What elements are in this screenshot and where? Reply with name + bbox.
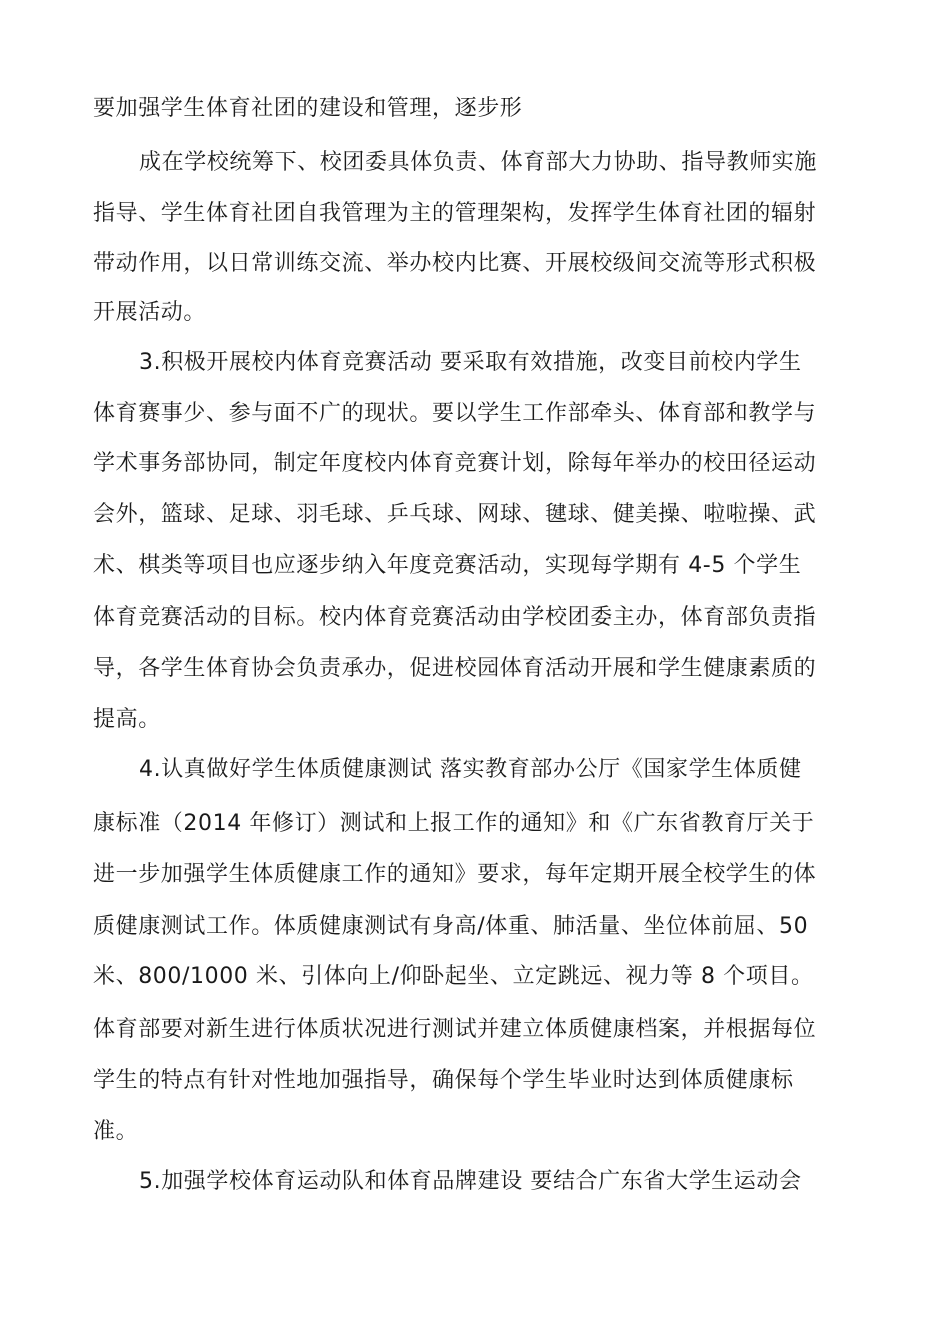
text-line: 会外，篮球、足球、羽毛球、乒乓球、网球、毽球、健美操、啦啦操、武: [93, 502, 817, 527]
text-line: 提高。: [93, 707, 161, 732]
text-line: 3.积极开展校内体育竞赛活动 要采取有效措施，改变目前校内学生: [139, 350, 802, 375]
text-line: 成在学校统筹下、校团委具体负责、体育部大力协助、指导教师实施: [139, 150, 818, 175]
text-line: 体育竞赛活动的目标。校内体育竞赛活动由学校团委主办，体育部负责指: [93, 605, 817, 630]
text-line: 5.加强学校体育运动队和体育品牌建设 要结合广东省大学生运动会: [139, 1169, 802, 1194]
text-line: 质健康测试工作。体质健康测试有身高/体重、肺活量、坐位体前屈、50: [93, 914, 809, 939]
text-line: 康标准（2014 年修订）测试和上报工作的通知》和《广东省教育厅关于: [93, 811, 815, 836]
text-line: 开展活动。: [93, 300, 207, 325]
text-line: 4.认真做好学生体质健康测试 落实教育部办公厅《国家学生体质健: [139, 757, 802, 782]
text-line: 体育赛事少、参与面不广的现状。要以学生工作部牵头、体育部和教学与: [93, 401, 817, 426]
text-line: 术、棋类等项目也应逐步纳入年度竞赛活动，实现每学期有 4-5 个学生: [93, 553, 802, 578]
text-line: 要加强学生体育社团的建设和管理，逐步形: [93, 96, 523, 121]
text-line: 带动作用，以日常训练交流、举办校内比赛、开展校级间交流等形式积极: [93, 251, 817, 276]
text-line: 学生的特点有针对性地加强指导，确保每个学生毕业时达到体质健康标: [93, 1068, 794, 1093]
text-line: 学术事务部协同，制定年度校内体育竞赛计划，除每年举办的校田径运动: [93, 451, 817, 476]
text-line: 进一步加强学生体质健康工作的通知》要求，每年定期开展全校学生的体: [93, 862, 817, 887]
text-line: 准。: [93, 1119, 139, 1144]
text-line: 指导、学生体育社团自我管理为主的管理架构，发挥学生体育社团的辐射: [93, 201, 817, 226]
text-line: 米、800/1000 米、引体向上/仰卧起坐、立定跳远、视力等 8 个项目。: [93, 964, 814, 989]
text-line: 体育部要对新生进行体质状况进行测试并建立体质健康档案，并根据每位: [93, 1017, 817, 1042]
text-line: 导，各学生体育协会负责承办，促进校园体育活动开展和学生健康素质的: [93, 656, 817, 681]
